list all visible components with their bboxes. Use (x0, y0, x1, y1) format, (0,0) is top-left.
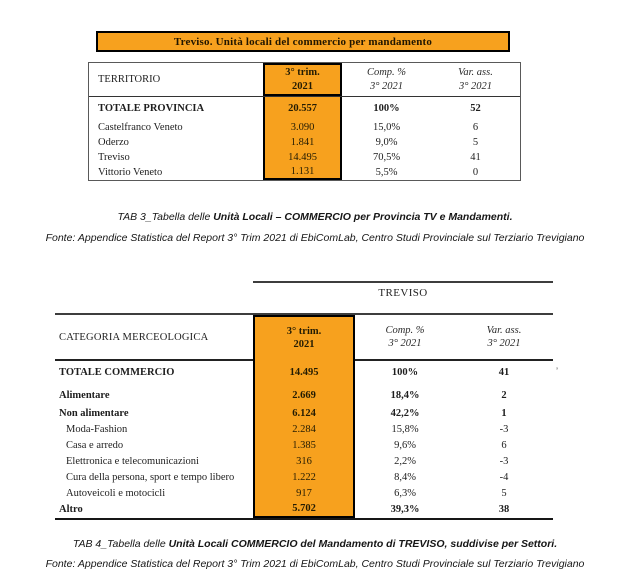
table-row (55, 485, 553, 501)
header-comp-line1: Comp. % (385, 324, 425, 336)
table-row (55, 359, 553, 385)
row-value-cell: 1.841 (263, 135, 342, 150)
row-comp-cell: 15,0% (372, 122, 401, 133)
caption-bold: Unità Locali COMMERCIO del Mandamento di TREVISO, suddivise per Settori. (168, 538, 558, 550)
row-value-cell: 316 (253, 453, 355, 469)
row-label-cell: Vittorio Veneto (98, 167, 163, 178)
table-row (89, 150, 520, 165)
row-var-cell: 41 (498, 366, 510, 378)
row-var-cell: 52 (470, 103, 481, 114)
table1-caption (0, 211, 630, 223)
row-var-cell: 0 (472, 167, 479, 178)
header-trim-line2: 2021 (293, 339, 315, 350)
header-comp (355, 315, 455, 359)
header-var (455, 315, 553, 359)
table-row (55, 405, 553, 421)
header-var-line1: Var. ass. (458, 67, 493, 79)
row-var-cell: -3 (499, 423, 509, 435)
row-comp-cell: 42,2% (390, 407, 420, 419)
row-value-cell: 1.131 (263, 165, 342, 180)
table-body (55, 359, 553, 520)
header-categoria: CATEGORIA MERCEOLOGICA (59, 331, 209, 343)
row-label-cell: Castelfranco Veneto (98, 122, 183, 133)
row-comp-cell: 39,3% (390, 504, 420, 515)
header-comp-line2: 3° 2021 (369, 80, 404, 92)
row-value-cell: 2.669 (253, 385, 355, 405)
row-var-cell: 1 (501, 407, 507, 419)
row-comp-cell: 100% (391, 366, 419, 378)
header-var-line2: 3° 2021 (458, 80, 493, 92)
row-value-cell: 1.222 (253, 469, 355, 485)
row-label-cell: Cura della persona, sport e tempo libero (66, 471, 235, 483)
row-label-cell: Altro (59, 504, 83, 515)
row-label-cell: Treviso (98, 152, 130, 163)
treviso-span-header: TREVISO (378, 287, 428, 299)
row-var-cell: -3 (499, 455, 509, 467)
row-label-cell: TOTALE COMMERCIO (59, 366, 175, 378)
header-var (431, 63, 520, 96)
table1-source: Fonte: Appendice Statistica del Report 3° Trim 2021 di EbiComLab, Centro Studi Provinciale sul Terziario Trevigiano (45, 232, 585, 244)
row-comp-cell: 15,8% (391, 423, 419, 435)
table-title-banner: Treviso. Unità locali del commercio per mandamento (96, 31, 510, 52)
caption-bold: Unità Locali – COMMERCIO per Provincia TV e Mandamenti. (213, 211, 513, 223)
table-row (55, 437, 553, 453)
row-label-cell: Moda-Fashion (66, 423, 128, 435)
header-trim-line2: 2021 (292, 80, 313, 92)
row-var-cell: 6 (472, 122, 479, 133)
row-label-cell: Elettronica e telecomunicazioni (66, 455, 199, 467)
table-row (55, 453, 553, 469)
row-value-cell: 3.090 (263, 120, 342, 135)
header-comp (342, 63, 431, 96)
table-row (55, 469, 553, 485)
header-trim-line1: 3° trim. (286, 325, 322, 337)
header-trim-line1: 3° trim. (285, 67, 320, 79)
row-var-cell: 5 (501, 487, 507, 499)
row-value-cell: 14.495 (263, 150, 342, 165)
caption-prefix: TAB 4_Tabella delle (72, 538, 169, 550)
caption-prefix: TAB 3_Tabella delle (117, 211, 214, 223)
row-var-cell: 38 (498, 504, 510, 515)
table-row (89, 120, 520, 135)
row-value-cell: 2.284 (253, 421, 355, 437)
row-var-cell: 41 (470, 152, 481, 163)
row-comp-cell: 9,0% (375, 137, 398, 148)
table-row (89, 135, 520, 150)
table-row (55, 385, 553, 405)
header-var-line2: 3° 2021 (487, 338, 521, 349)
row-label-cell: Alimentare (59, 389, 110, 401)
table2-caption (0, 538, 630, 550)
row-label-cell: TOTALE PROVINCIA (98, 103, 205, 114)
treviso-top-rule (253, 281, 553, 283)
table-row (89, 165, 520, 180)
row-var-cell: 5 (472, 137, 479, 148)
row-label-cell: Non alimentare (59, 407, 129, 419)
row-value-cell: 20.557 (263, 97, 342, 120)
row-var-cell: 6 (501, 439, 507, 451)
row-value-cell: 14.495 (253, 359, 355, 385)
row-value-cell: 5.702 (253, 501, 355, 518)
row-value-cell: 1.385 (253, 437, 355, 453)
row-comp-cell: 8,4% (394, 471, 416, 483)
row-comp-cell: 6,3% (394, 487, 416, 499)
row-value-cell: 917 (253, 485, 355, 501)
header-trim-2021 (263, 63, 342, 96)
table-territorio (88, 62, 521, 181)
header-territorio: TERRITORIO (98, 74, 161, 85)
header-comp-line2: 3° 2021 (388, 338, 422, 349)
row-var-cell: -4 (499, 471, 509, 483)
row-comp-cell: 100% (373, 103, 400, 114)
row-var-cell: 2 (501, 389, 507, 401)
row-comp-cell: 18,4% (390, 389, 420, 401)
row-comp-cell: 2,2% (394, 455, 416, 467)
row-label-cell: Casa e arredo (66, 439, 124, 451)
table-header-row (89, 63, 520, 97)
stray-scan-mark: ’ (556, 366, 558, 376)
table2-source: Fonte: Appendice Statistica del Report 3° Trim 2021 di EbiComLab, Centro Studi Provinciale sul Terziario Trevigiano (45, 558, 585, 570)
table-row (55, 421, 553, 437)
row-value-cell: 6.124 (253, 405, 355, 421)
row-comp-cell: 9,6% (394, 439, 416, 451)
row-label-cell: Autoveicoli e motocicli (66, 487, 166, 499)
table-row (55, 501, 553, 520)
header-var-line1: Var. ass. (486, 324, 522, 336)
row-comp-cell: 70,5% (372, 152, 401, 163)
header-comp-line1: Comp. % (366, 67, 407, 79)
table-header-row (55, 313, 553, 361)
header-trim-2021 (253, 315, 355, 359)
table-categoria (55, 281, 553, 518)
row-label-cell: Oderzo (98, 137, 129, 148)
table-row (89, 97, 520, 120)
row-comp-cell: 5,5% (375, 167, 398, 178)
